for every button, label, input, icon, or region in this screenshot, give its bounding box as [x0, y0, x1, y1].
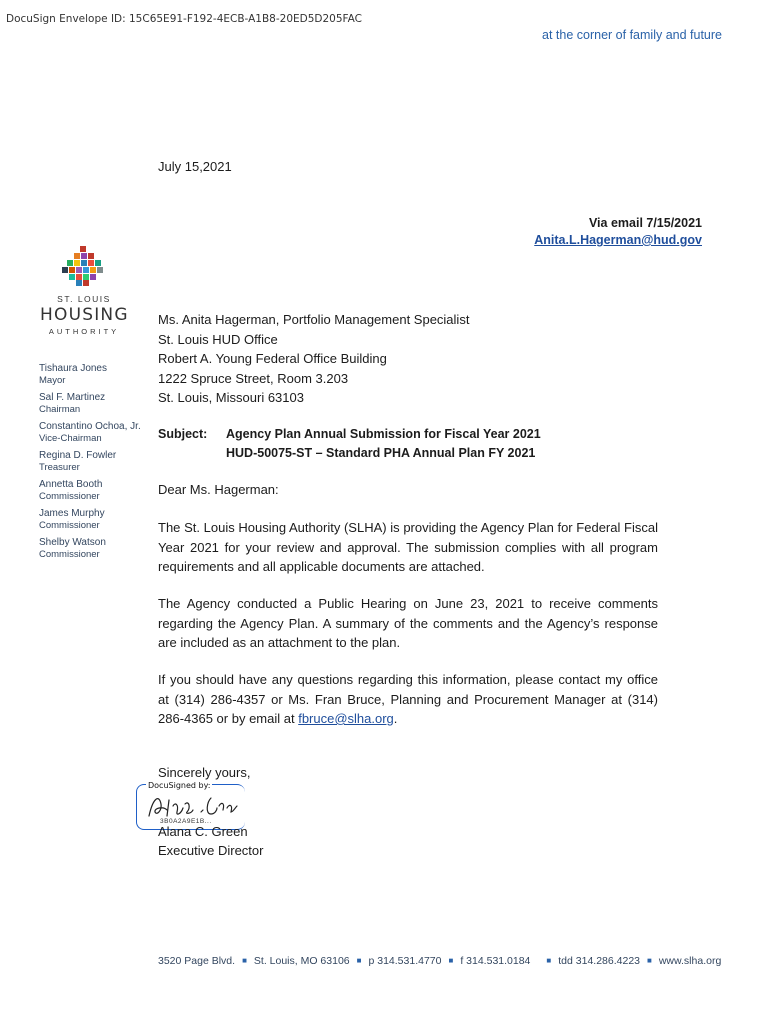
board-member-role: Treasurer — [39, 462, 80, 473]
bullet-square-icon: ■ — [242, 956, 247, 965]
logo-authority: AUTHORITY — [48, 327, 120, 336]
bullet-square-icon: ■ — [356, 956, 362, 965]
bullet-square-icon: ■ — [546, 956, 552, 965]
docusign-id: 3B0A2A9E1B... — [160, 818, 212, 825]
address-line: 1222 Spruce Street, Room 3.203 — [158, 370, 349, 386]
board-members-list — [39, 363, 149, 566]
board-member-role: Vice-Chairman — [39, 433, 102, 444]
signer-block — [158, 822, 263, 860]
board-member-name: Regina D. Fowler — [39, 450, 117, 461]
letterhead-footer — [158, 955, 721, 967]
contact-email-link[interactable]: fbruce@slha.org — [298, 711, 394, 726]
via-email-label: Via email 7/15/2021 — [588, 216, 702, 230]
signer-title: Executive Director — [158, 843, 264, 858]
board-member-role: Commissioner — [39, 520, 100, 531]
house-mosaic-icon — [62, 246, 106, 286]
board-member-name: Constantino Ochoa, Jr. — [39, 421, 141, 432]
board-member-role: Chairman — [39, 404, 81, 415]
salutation: Dear Ms. Hagerman: — [158, 482, 279, 497]
body-paragraph-2: The Agency conducted a Public Hearing on June 23, 2021 to receive comments regarding the Agency Plan. A summary of the comments and the Agency’s response are included as an attachment to the plan. — [158, 596, 658, 650]
board-member-name: Annetta Booth — [39, 479, 103, 490]
address-line: St. Louis, Missouri 63103 — [158, 390, 304, 405]
footer-city: St. Louis, MO 63106 — [253, 955, 350, 967]
board-member-name: Shelby Watson — [39, 537, 106, 548]
delivery-method — [534, 216, 702, 247]
signature-image — [145, 792, 240, 820]
board-member — [39, 392, 149, 416]
logo-st-louis: ST. LOUIS — [57, 294, 111, 304]
bullet-square-icon: ■ — [647, 956, 652, 965]
subject-label: Subject: — [158, 427, 208, 441]
board-member-name: Sal F. Martinez — [39, 392, 106, 403]
board-member — [39, 450, 149, 474]
footer-fax: f 314.531.0184 — [460, 955, 531, 967]
subject-line-2: HUD-50075-ST – Standard PHA Annual Plan FY 2021 — [226, 446, 536, 460]
address-line: St. Louis HUD Office — [158, 331, 278, 347]
footer-address: 3520 Page Blvd. — [158, 955, 236, 967]
paragraph-3-end: . — [393, 711, 398, 726]
paragraph-3-text: If you should have any questions regarding this information, please contact my office at (314) 286-4357 or Ms. Fran Bruce, Planning and Procurement Manager at (314) 286-4365 or by email at — [158, 672, 658, 726]
footer-website-link[interactable]: www.slha.org — [658, 955, 722, 967]
logo-housing: HOUSING — [40, 305, 129, 325]
address-line: Ms. Anita Hagerman, Portfolio Management Specialist — [158, 312, 470, 327]
subject-block — [158, 425, 541, 463]
bullet-square-icon: ■ — [448, 956, 454, 965]
body-paragraph-3 — [158, 670, 658, 729]
address-line: Robert A. Young Federal Office Building — [158, 351, 387, 366]
footer-phone: p 314.531.4770 — [368, 955, 442, 967]
closing: Sincerely yours, — [158, 765, 251, 780]
recipient-address — [158, 310, 469, 408]
board-member-role: Commissioner — [39, 549, 100, 560]
body-paragraph-1: The St. Louis Housing Authority (SLHA) is providing the Agency Plan for Federal Fiscal Year 2021 for your review and approval. The submission complies with all program requirements and all applicable documents are attached. — [158, 520, 658, 574]
footer-tdd: tdd 314.286.4223 — [558, 955, 640, 967]
board-member-name: James Murphy — [39, 508, 105, 519]
board-member — [39, 537, 149, 561]
slha-logo — [40, 246, 128, 336]
letter-date: July 15,2021 — [158, 159, 232, 174]
board-member-name: Tishaura Jones — [39, 363, 107, 374]
board-member — [39, 508, 149, 532]
board-member — [39, 363, 149, 387]
docusigned-by-label: DocuSigned by: — [148, 781, 211, 790]
letterhead-tagline: at the corner of family and future — [542, 28, 722, 42]
signer-name: Alana C. Green — [158, 824, 248, 839]
board-member — [39, 479, 149, 503]
board-member-role: Commissioner — [39, 491, 100, 502]
subject-line-1: Agency Plan Annual Submission for Fiscal Year 2021 — [226, 427, 541, 441]
docusign-envelope-id: DocuSign Envelope ID: 15C65E91-F192-4ECB-A1B8-20ED5D205FAC — [6, 13, 362, 25]
board-member — [39, 421, 149, 445]
board-member-role: Mayor — [39, 375, 66, 386]
recipient-email-link[interactable]: Anita.L.Hagerman@hud.gov — [534, 233, 702, 247]
